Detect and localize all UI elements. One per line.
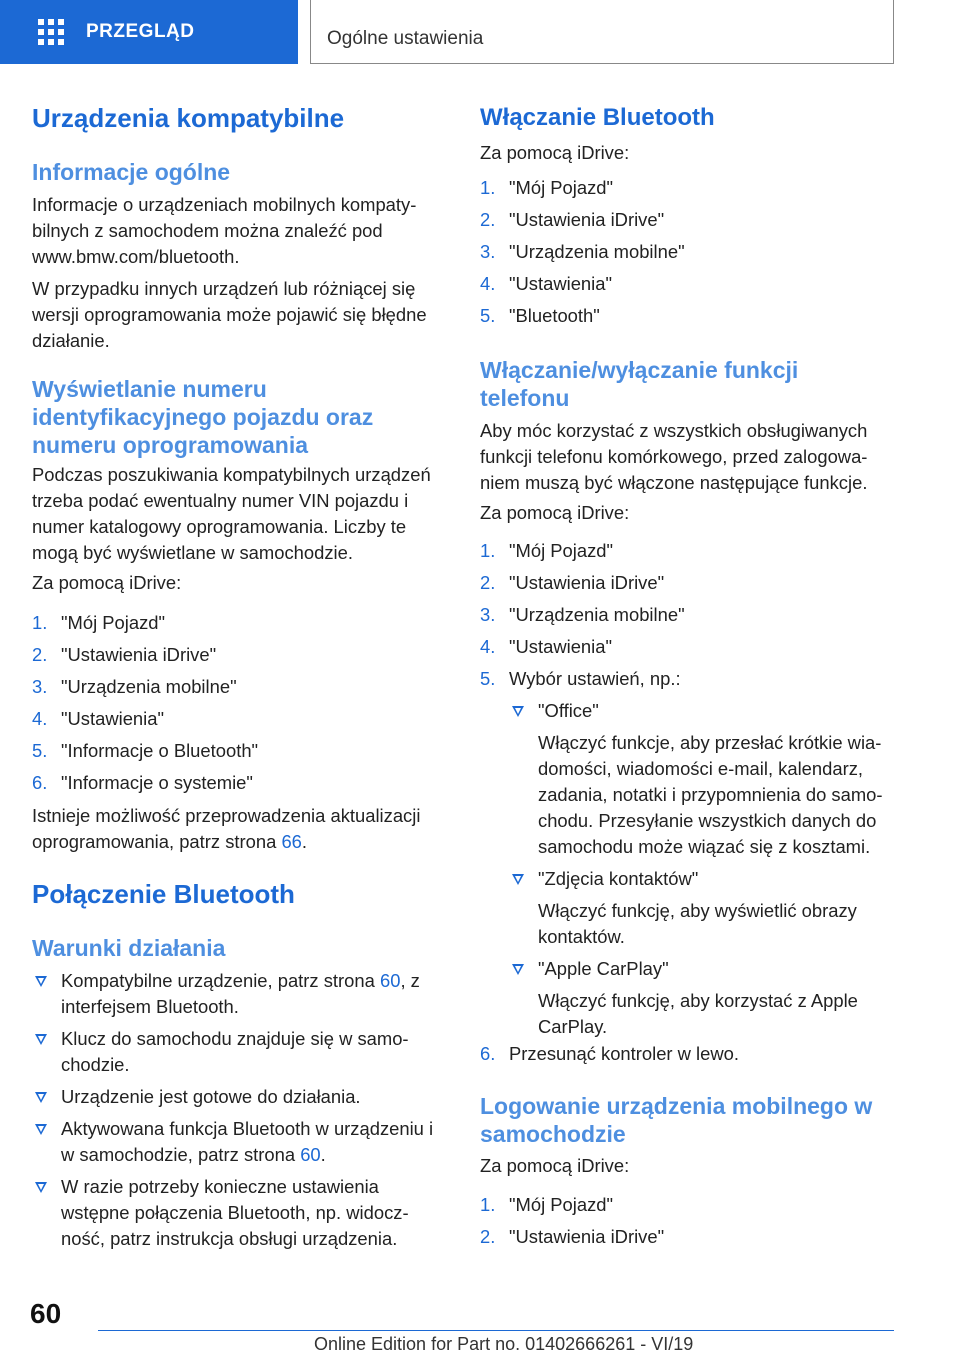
grid-menu-icon — [38, 19, 64, 45]
steps-list-phone — [480, 538, 685, 698]
paragraph-idrive-2: Za pomocą iDrive: — [480, 502, 630, 523]
bullet-triangle-icon — [512, 874, 524, 885]
paragraph-phone: Aby móc korzystać z wszystkich obsługiwanych funkcji telefonu komórkowego, przed zalogowa- niem muszą być włączone następujące funkcje. — [480, 420, 868, 493]
bullet-triangle-icon — [35, 976, 47, 987]
list-item: 6. "Informacje o systemie" — [32, 772, 253, 793]
heading-login-device: Logowanie urządzenia mobilnego w samochodzie — [480, 1093, 873, 1147]
top-navigation — [0, 0, 960, 66]
list-item: "Office" Włączyć funkcje, aby przesłać krótkie wia- domości, wiadomości e-mail, kalendarz, zadania, notatki i przypomnienia do samo- chodu. Przesyłanie wszystkich danych do samochodu może wiązać się z kosztami. — [509, 698, 898, 860]
heading-conditions: Warunki działania — [32, 935, 226, 961]
list-item: 2. "Ustawienia iDrive" — [480, 209, 665, 230]
heading-vin-display: Wyświetlanie numeru identyfikacyjnego pojazdu oraz numeru oprogramowania — [32, 376, 374, 458]
list-item: 1. "Mój Pojazd" — [480, 177, 614, 198]
steps-list-info — [32, 610, 258, 802]
heading-phone-functions: Włączanie/wyłączanie funkcji telefonu — [480, 357, 799, 411]
tab-overview[interactable] — [0, 0, 298, 64]
list-item: Urządzenie jest gotowe do działania. — [32, 1084, 450, 1110]
list-item: 3. "Urządzenia mobilne" — [480, 241, 685, 262]
list-item: "Zdjęcia kontaktów" Włączyć funkcję, aby wyświetlić obrazy kontaktów. — [509, 866, 898, 950]
tab-section[interactable] — [310, 0, 894, 64]
paragraph-vin: Podczas poszukiwania kompatybilnych urządzeń trzeba podać ewentualny numer VIN pojazdu i numer katalogowy oprogramowania. Liczby te mogą być wyświetlane w samochodzie. — [32, 464, 431, 563]
list-item: 4. "Ustawienia" — [480, 636, 613, 657]
list-item: 4. "Ustawienia" — [480, 273, 613, 294]
paragraph-general-1: Informacje o urządzeniach mobilnych kompaty- bilnych z samochodem można znaleźć pod www.bmw.com/bluetooth. — [32, 194, 417, 267]
list-item: 2. "Ustawienia iDrive" — [480, 572, 665, 593]
list-item: 1. "Mój Pojazd" — [32, 612, 166, 633]
heading-bluetooth-connection: Połączenie Bluetooth — [32, 879, 295, 909]
steps-list-bluetooth — [480, 175, 685, 335]
options-list — [509, 698, 898, 1046]
paragraph-update: Istnieje możliwość przeprowadzenia aktualizacji oprogramowania, patrz strona 66. — [32, 805, 421, 852]
list-item: 3. "Urządzenia mobilne" — [32, 676, 237, 697]
list-item: Klucz do samochodu znajduje się w samo- chodzie. — [32, 1026, 450, 1078]
list-item: 2. "Ustawienia iDrive" — [32, 644, 217, 665]
list-item: 3. "Urządzenia mobilne" — [480, 604, 685, 625]
list-item: 1. "Mój Pojazd" — [480, 1194, 614, 1215]
page-link-60[interactable]: 60 — [300, 1144, 321, 1165]
steps-list-login — [480, 1192, 664, 1256]
heading-enable-bluetooth: Włączanie Bluetooth — [480, 104, 715, 131]
tab-section-label: Ogólne ustawienia — [327, 28, 484, 49]
conditions-list — [32, 968, 450, 1258]
bullet-triangle-icon — [35, 1124, 47, 1135]
list-item: 5. "Informacje o Bluetooth" — [32, 740, 259, 761]
list-item: 1. "Mój Pojazd" — [480, 540, 614, 561]
list-item: 4. "Ustawienia" — [32, 708, 165, 729]
list-item: 5. Wybór ustawień, np.: — [480, 668, 681, 689]
list-item: W razie potrzeby konieczne ustawienia wstępne połączenia Bluetooth, np. widocz- ność, patrz instrukcja obsługi urządzenia. — [32, 1174, 450, 1252]
bullet-triangle-icon — [512, 706, 524, 717]
steps-list-phone-end — [480, 1041, 739, 1073]
bullet-triangle-icon — [35, 1034, 47, 1045]
heading-general-info: Informacje ogólne — [32, 159, 231, 185]
page-link-66[interactable]: 66 — [281, 831, 302, 852]
footer-divider — [98, 1330, 894, 1331]
list-item: 6. Przesunąć kontroler w lewo. — [480, 1043, 739, 1064]
bullet-triangle-icon — [35, 1092, 47, 1103]
paragraph-idrive-1: Za pomocą iDrive: — [480, 142, 630, 163]
page-number: 60 — [30, 1298, 62, 1329]
list-item: 5. "Bluetooth" — [480, 305, 600, 326]
paragraph-idrive: Za pomocą iDrive: — [32, 572, 182, 593]
tab-overview-label: PRZEGLĄD — [86, 21, 195, 42]
bullet-triangle-icon — [35, 1182, 47, 1193]
bullet-triangle-icon — [512, 964, 524, 975]
page-link-60[interactable]: 60 — [379, 970, 401, 991]
footer-edition: Online Edition for Part no. 01402666261 - VI/19 — [314, 1334, 694, 1354]
list-item: Kompatybilne urządzenie, patrz strona 60, z interfejsem Bluetooth. — [32, 968, 450, 1020]
list-item: Aktywowana funkcja Bluetooth w urządzeniu i w samochodzie, patrz strona 60. — [32, 1116, 450, 1168]
list-item: 2. "Ustawienia iDrive" — [480, 1226, 665, 1247]
paragraph-idrive-3: Za pomocą iDrive: — [480, 1155, 630, 1176]
list-item: "Apple CarPlay" Włączyć funkcję, aby korzystać z Apple CarPlay. — [509, 956, 898, 1040]
heading-compatible-devices: Urządzenia kompatybilne — [32, 103, 345, 133]
paragraph-general-2: W przypadku innych urządzeń lub różniącej się wersji oprogramowania może pojawić się błędne działanie. — [32, 278, 427, 351]
